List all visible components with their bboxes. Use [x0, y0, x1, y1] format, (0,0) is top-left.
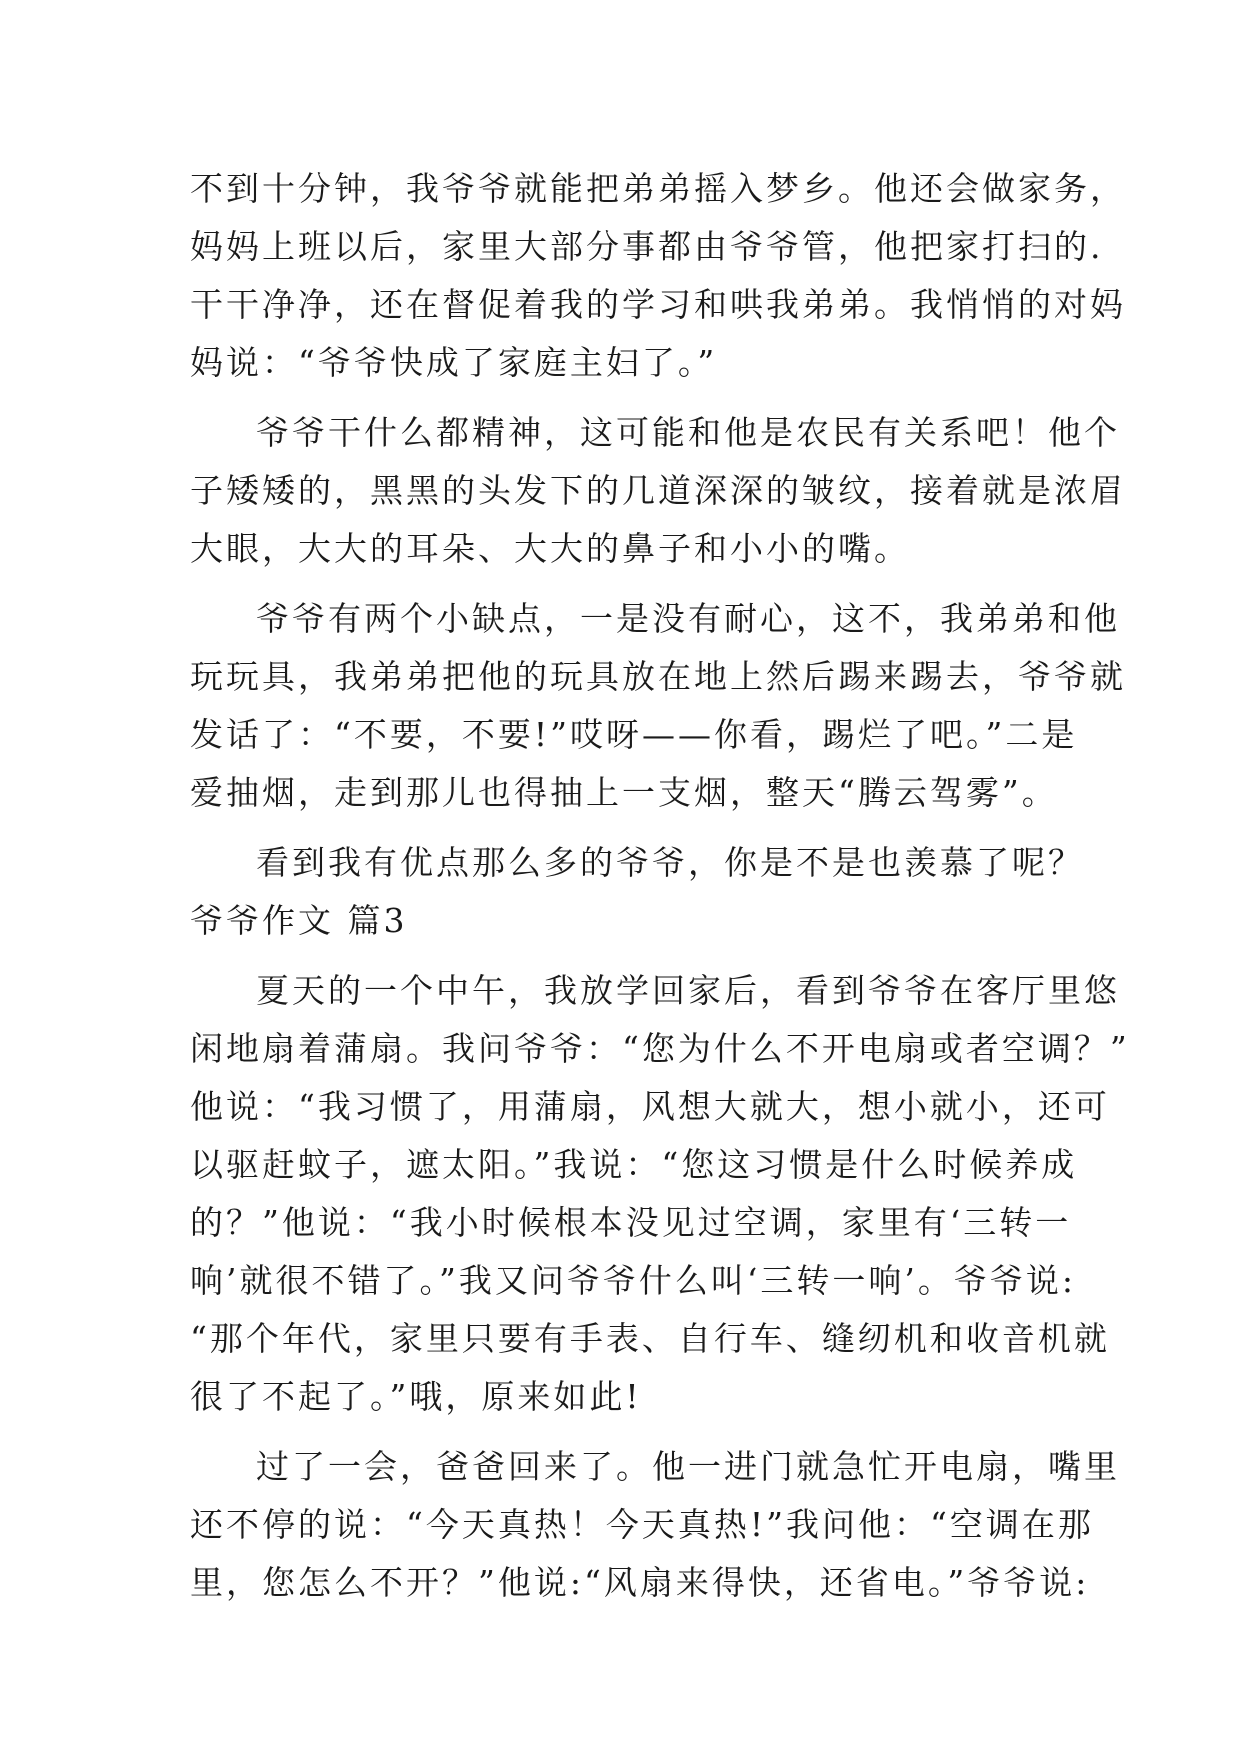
text-line: 妈说：“爷爷快成了家庭主妇了。” — [190, 343, 718, 382]
text-line: “那个年代，家里只要有手表、自行车、缝纫机和收音机就 — [190, 1319, 1110, 1358]
paragraph-start-line: 夏天的一个中午，我放学回家后，看到爷爷在客厅里悠 — [256, 971, 1120, 1010]
text-line: 还不停的说：“今天真热！今天真热!”我问他：“空调在那 — [190, 1505, 1094, 1544]
text-line: 干干净净，还在督促着我的学习和哄我弟弟。我悄悄的对妈 — [190, 285, 1126, 324]
text-line: 的？”他说：“我小时候根本没见过空调，家里有‘三转一 — [190, 1203, 1072, 1242]
text-line: 发话了：“不要，不要!”哎呀——你看，踢烂了吧。”二是 — [190, 715, 1078, 754]
text-line: 闲地扇着蒲扇。我问爷爷：“您为什么不开电扇或者空调？” — [190, 1029, 1130, 1068]
text-line: 大眼，大大的耳朵、大大的鼻子和小小的嘴。 — [190, 529, 910, 568]
section-heading: 爷爷作文 篇3 — [190, 901, 408, 940]
text-line: 很了不起了。”哦，原来如此! — [190, 1377, 642, 1416]
text-line: 子矮矮的，黑黑的头发下的几道深深的皱纹，接着就是浓眉 — [190, 471, 1126, 510]
text-line: 里，您怎么不开？”他说:“风扇来得快，还省电。”爷爷说: — [190, 1563, 1090, 1602]
paragraph-start-line: 看到我有优点那么多的爷爷，你是不是也羡慕了呢？ — [256, 843, 1084, 882]
text-line: 爱抽烟，走到那儿也得抽上一支烟，整天“腾云驾雾”。 — [190, 773, 1058, 812]
paragraph-start-line: 过了一会，爸爸回来了。他一进门就急忙开电扇，嘴里 — [256, 1447, 1120, 1486]
paragraph-start-line: 爷爷干什么都精神，这可能和他是农民有关系吧！他个 — [256, 413, 1120, 452]
text-line: 以驱赶蚊子，遮太阳。”我说：“您这习惯是什么时候养成 — [190, 1145, 1078, 1184]
text-line: 他说：“我习惯了，用蒲扇，风想大就大，想小就小，还可 — [190, 1087, 1110, 1126]
paragraph-start-line: 爷爷有两个小缺点，一是没有耐心，这不，我弟弟和他 — [256, 599, 1120, 638]
text-line: 响’就很不错了。”我又问爷爷什么叫‘三转一响’。爷爷说: — [190, 1261, 1076, 1300]
essay-body — [190, 160, 1130, 1612]
text-line: 不到十分钟，我爷爷就能把弟弟摇入梦乡。他还会做家务， — [190, 169, 1126, 208]
text-line: 妈妈上班以后，家里大部分事都由爷爷管，他把家打扫的. — [190, 227, 1104, 266]
text-line: 玩玩具，我弟弟把他的玩具放在地上然后踢来踢去，爷爷就 — [190, 657, 1126, 696]
